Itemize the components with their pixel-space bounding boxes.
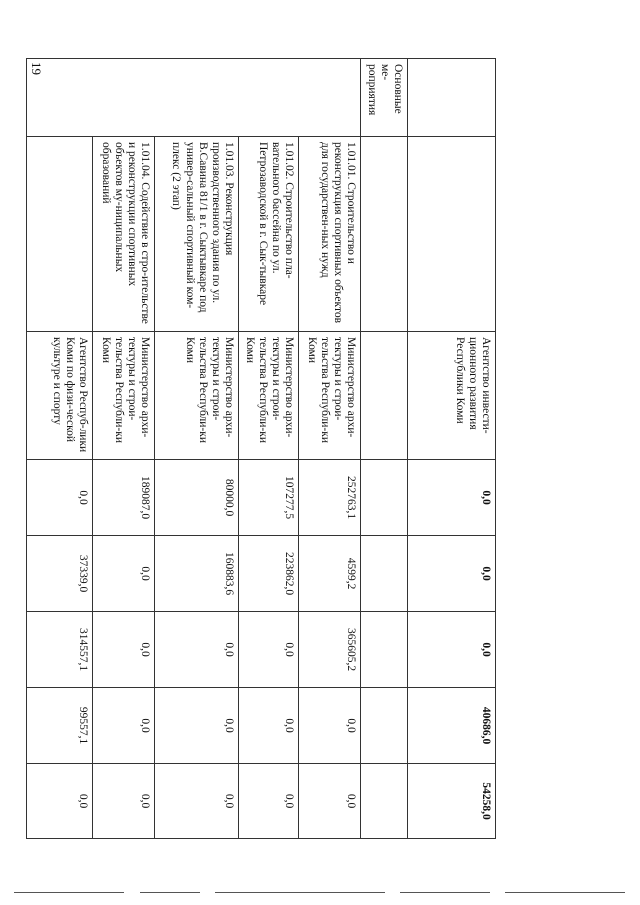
value-cell: 0,0 bbox=[239, 764, 299, 839]
value-cell: 314557,1 bbox=[27, 612, 93, 688]
responsible-cell: Министерство архи-тектуры и строи-тельства Республи-ки Коми bbox=[93, 332, 155, 460]
table-row bbox=[299, 59, 361, 839]
value-cell: 0,0 bbox=[93, 764, 155, 839]
footer-divider bbox=[0, 892, 640, 896]
value-cell: 0,0 bbox=[27, 460, 93, 536]
value-cell: 107277,5 bbox=[239, 460, 299, 536]
value-cell: 0,0 bbox=[155, 688, 239, 764]
footer-line bbox=[400, 892, 490, 893]
empty-cell bbox=[361, 536, 408, 612]
value-cell: 0,0 bbox=[408, 612, 496, 688]
empty-cell bbox=[27, 59, 361, 137]
empty-cell bbox=[361, 764, 408, 839]
value-cell: 160883,6 bbox=[155, 536, 239, 612]
budget-table bbox=[26, 58, 496, 839]
value-cell: 80000,0 bbox=[155, 460, 239, 536]
measure-name: 1.01.02. Строительство пла-вательного бассейна по ул. Петрозаводской в г. Сык-тывкаре bbox=[239, 137, 299, 332]
section-label: Основные ме-роприятия bbox=[361, 59, 408, 137]
value-cell: 0,0 bbox=[93, 612, 155, 688]
value-cell: 0,0 bbox=[299, 688, 361, 764]
measure-name: 1.01.04. Содействие в стро-ительстве и реконструкции спортивных объектов му-ниципальных образований bbox=[93, 137, 155, 332]
value-cell: 0,0 bbox=[27, 764, 93, 839]
value-cell: 223862,0 bbox=[239, 536, 299, 612]
responsible-cell: Агентство инвести-ционного развития Республики Коми bbox=[408, 332, 496, 460]
value-cell: 0,0 bbox=[408, 460, 496, 536]
page-number: 19 bbox=[29, 62, 44, 75]
empty-cell bbox=[361, 332, 408, 460]
value-cell: 189087,0 bbox=[93, 460, 155, 536]
table-row bbox=[93, 59, 155, 839]
value-cell: 0,0 bbox=[155, 612, 239, 688]
rotated-table-wrapper bbox=[50, 58, 496, 838]
value-cell: 0,0 bbox=[299, 764, 361, 839]
table-row bbox=[27, 59, 93, 839]
footer-line bbox=[215, 892, 385, 893]
value-cell: 54258,0 bbox=[408, 764, 496, 839]
measure-name: 1.01.03. Реконструкция производственного здания по ул. В.Савина 81/1 в г. Сыктывкаре под универ-сальный спортивный ком-плекс (2 этап) bbox=[155, 137, 239, 332]
responsible-cell: Агентство Респуб-лики Коми по физи-ческой культуре и спорту bbox=[27, 332, 93, 460]
measure-name bbox=[27, 137, 93, 332]
footer-line bbox=[14, 892, 124, 893]
measure-name: 1.01.01. Строительство и реконструкция спортивных объектов для государствен-ных нужд bbox=[299, 137, 361, 332]
value-cell: 0,0 bbox=[93, 536, 155, 612]
footer-line bbox=[140, 892, 200, 893]
value-cell: 252763,1 bbox=[299, 460, 361, 536]
value-cell: 0,0 bbox=[239, 612, 299, 688]
responsible-cell: Министерство архи-тектуры и строи-тельства Республи-ки Коми bbox=[155, 332, 239, 460]
empty-cell bbox=[361, 460, 408, 536]
value-cell: 365605,2 bbox=[299, 612, 361, 688]
value-cell: 37339,0 bbox=[27, 536, 93, 612]
table-row bbox=[408, 59, 496, 839]
empty-cell bbox=[408, 59, 496, 137]
empty-cell bbox=[361, 612, 408, 688]
value-cell: 0,0 bbox=[155, 764, 239, 839]
value-cell: 0,0 bbox=[239, 688, 299, 764]
value-cell: 0,0 bbox=[408, 536, 496, 612]
responsible-cell: Министерство архи-тектуры и строи-тельства Республи-ки Коми bbox=[239, 332, 299, 460]
empty-cell bbox=[361, 137, 408, 332]
empty-cell bbox=[408, 137, 496, 332]
value-cell: 4599,2 bbox=[299, 536, 361, 612]
value-cell: 40686,0 bbox=[408, 688, 496, 764]
empty-cell bbox=[361, 688, 408, 764]
value-cell: 0,0 bbox=[93, 688, 155, 764]
table-row bbox=[361, 59, 408, 839]
value-cell: 99557,1 bbox=[27, 688, 93, 764]
table-row bbox=[155, 59, 239, 839]
footer-line bbox=[505, 892, 625, 893]
responsible-cell: Министерство архи-тектуры и строи-тельства Республи-ки Коми bbox=[299, 332, 361, 460]
table-row bbox=[239, 59, 299, 839]
